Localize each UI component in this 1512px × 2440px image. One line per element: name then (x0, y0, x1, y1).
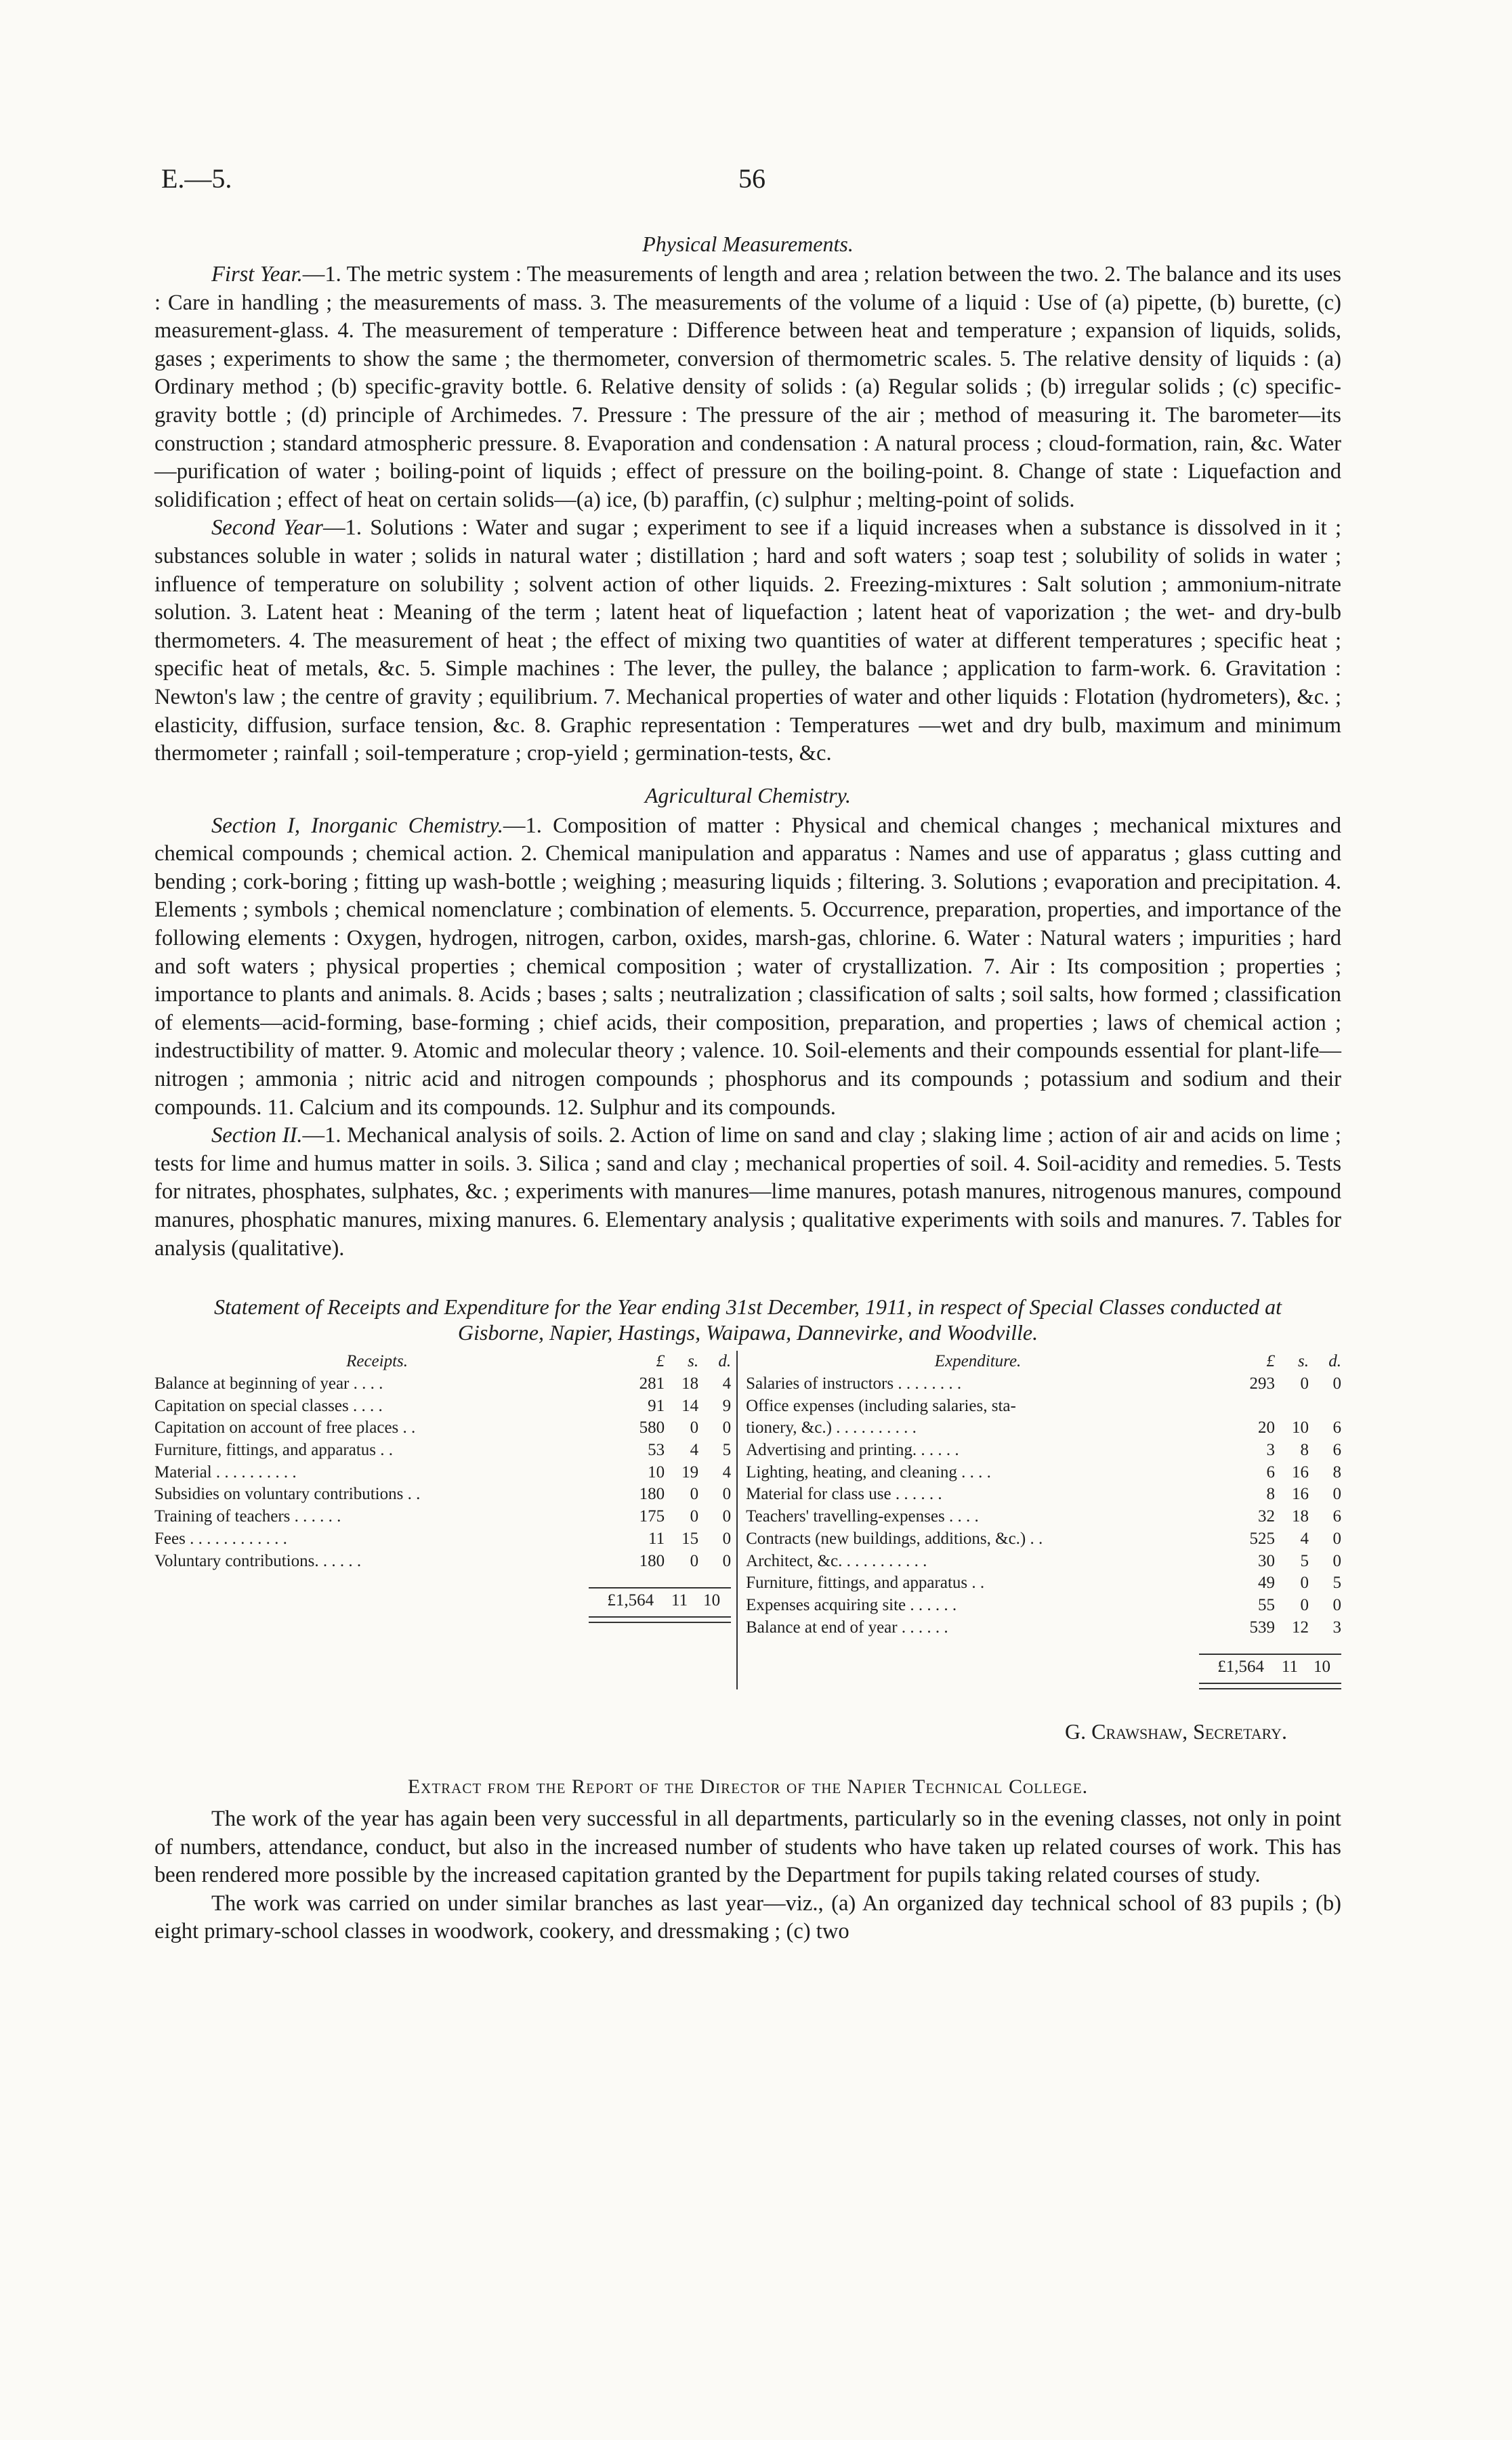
shillings-value: 14 (681, 1396, 699, 1415)
shillings-value: 18 (681, 1374, 699, 1393)
shillings-value: 16 (1292, 1463, 1309, 1481)
paragraph-section-1 (154, 812, 1341, 1122)
pence-value: 6 (1332, 1418, 1341, 1437)
expenditure-heading: Expenditure. (934, 1352, 1022, 1371)
pence-value: 4 (722, 1374, 732, 1393)
pounds-value: 10 (648, 1463, 665, 1481)
pence-value: 0 (1332, 1374, 1341, 1393)
shillings-value: 10 (1292, 1418, 1309, 1437)
document-page (154, 163, 1341, 1946)
expenditure-total: £1,564 11 10 (1199, 1654, 1341, 1679)
pence-value: 0 (1332, 1595, 1341, 1614)
table-row (746, 1551, 1341, 1573)
table-row (154, 1506, 731, 1528)
table-row (746, 1595, 1341, 1617)
row-label: Contracts (new buildings, additions, &c.) . . (746, 1529, 1043, 1548)
table-row (154, 1417, 731, 1439)
row-label: Furniture, fittings, and apparatus . . (746, 1574, 985, 1593)
pounds-value: 32 (1258, 1507, 1275, 1526)
page-header (154, 163, 1341, 217)
pence-value: 4 (722, 1463, 732, 1481)
row-label: Balance at end of year . . . . . . (746, 1618, 948, 1637)
row-label: Capitation on account of free places . . (154, 1418, 416, 1437)
row-amount (1199, 1506, 1341, 1528)
paragraph-lead: Second Year (211, 516, 323, 541)
pence-value: 0 (722, 1485, 732, 1504)
row-label: Material . . . . . . . . . . (154, 1463, 297, 1481)
pounds-value: 11 (648, 1529, 665, 1548)
shillings-value: 0 (690, 1485, 699, 1504)
row-label: Training of teachers . . . . . . (154, 1507, 341, 1526)
pounds-value: 175 (639, 1507, 665, 1526)
row-label: Balance at beginning of year . . . . (154, 1374, 383, 1393)
shillings-value: 5 (1300, 1551, 1309, 1570)
table-row (746, 1395, 1341, 1418)
row-label: Lighting, heating, and cleaning . . . . (746, 1463, 991, 1481)
pence-value: 8 (1332, 1463, 1341, 1481)
pounds-value: 539 (1249, 1618, 1275, 1637)
table-row (154, 1462, 731, 1484)
row-label: Office expenses (including salaries, sta- (746, 1396, 1016, 1415)
extract-title: Extract from the Report of the Director of the Napier Technical College. (407, 1775, 1089, 1799)
table-row (746, 1373, 1341, 1395)
pence-value: 0 (722, 1529, 732, 1548)
paragraph-text: —1. Solutions : Water and sugar ; experiment to see if a liquid increases when a substance is dissolved in it ; substances soluble in water ; solids in natural water ; distillation ; hard and soft waters ; soap test ; solubility of solids in water ; influence of temperature on solubility ; solvent action of other liquids. 2. Freezing-mixtures : Salt solution ; ammonium-nitrate solution. 3. Latent heat : Meaning of the term ; latent heat of liquefaction ; latent heat of vaporization ; the wet- and dry-bulb thermometers. 4. The measurement of heat ; the effect of mixing two quantities of water at different temperatures ; specific heat ; specific heat of metals, &c. 5. Simple machines : The lever, the pulley, the balance ; application to farm-work. 6. Gravitation : Newton's law ; the centre of gravity ; equilibrium. 7. Mechanical properties of water and other liquids : Flotation (hydrometers), &c. ; elasticity, diffusion, surface tension, &c. 8. Graphic representation : Temperatures —wet and dry bulb, maximum and minimum thermometer ; rainfall ; soil-temperature ; crop-yield ; germination-tests, &c. (154, 516, 1341, 766)
expenditure-column (738, 1351, 1341, 1689)
row-label: Subsidies on voluntary contributions . . (154, 1485, 421, 1504)
receipts-rows (154, 1373, 731, 1572)
table-row (154, 1528, 731, 1551)
row-label: Architect, &c. . . . . . . . . . . (746, 1551, 927, 1570)
receipts-column (154, 1351, 738, 1689)
paragraph-lead: First Year. (211, 262, 303, 287)
paragraph-section-2 (154, 1122, 1341, 1263)
row-label: Voluntary contributions. . . . . . (154, 1551, 362, 1570)
statement-table (154, 1351, 1341, 1689)
pounds-value: 180 (639, 1551, 665, 1570)
shillings-value: 8 (1300, 1441, 1309, 1459)
expenditure-rows (746, 1373, 1341, 1639)
row-amount (1199, 1551, 1341, 1573)
row-amount (589, 1373, 731, 1395)
paragraph-lead: Section I, Inorganic Chemistry. (211, 813, 503, 838)
row-amount (589, 1528, 731, 1551)
row-label: Capitation on special classes . . . . (154, 1396, 383, 1415)
pounds-value: 91 (648, 1396, 665, 1415)
row-amount (589, 1395, 731, 1418)
receipts-header (154, 1351, 731, 1373)
pence-value: 0 (722, 1418, 732, 1437)
pence-value: 9 (722, 1396, 732, 1415)
pence-value: 6 (1332, 1441, 1341, 1459)
pence-value: 0 (1332, 1485, 1341, 1504)
currency-units: £ s. d. (656, 1352, 732, 1371)
shillings-value: 0 (690, 1551, 699, 1570)
pence-value: 3 (1332, 1618, 1341, 1637)
shillings-value: 0 (1300, 1574, 1309, 1593)
paragraph-text: —1. The metric system : The measurements of length and area ; relation between the two. 2. The balance and its uses : Care in handling ; the measurements of mass. 3. The measurements of the volume of a liquid : Use of (a) pipette, (b) burette, (c) measurement-glass. 4. The measurement of temperature : Difference between heat and temperature ; expansion of liquids, solids, gases ; experiments to show the same ; the thermometer, conversion of thermometric scales. 5. The relative density of liquids : (a) Ordinary method ; (b) specific-gravity bottle. 6. Relative density of solids : (a) Regular solids ; (b) irregular solids ; (c) specific-gravity bottle ; (d) principle of Archimedes. 7. Pressure : The pressure of the air ; method of measuring it. The barometer—its construction ; standard atmospheric pressure. 8. Evaporation and condensation : A natural process ; cloud-formation, rain, &c. Water—purification of water ; boiling-point of liquids ; effect of pressure on the boiling-point. 8. Change of state : Liquefaction and solidification ; effect of heat on certain solids—(a) ice, (b) paraffin, (c) sulphur ; melting-point of solids. (154, 262, 1341, 512)
paragraph-text: —1. Mechanical analysis of soils. 2. Action of lime on sand and clay ; slaking lime ; action of air and acids on lime ; tests for lime and humus matter in soils. 3. Silica ; sand and clay ; mechanical properties of soil. 4. Soil-acidity and remedies. 5. Tests for nitrates, phosphates, sulphates, &c. ; experiments with manures—lime manures, potash manures, nitrogenous manures, compound manures, phosphatic manures, mixing manures. 6. Elementary analysis ; qualitative experiments with soils and manures. 7. Tables for analysis (qualitative). (154, 1123, 1341, 1261)
table-row (746, 1484, 1341, 1506)
row-amount (1199, 1462, 1341, 1484)
row-amount (1199, 1395, 1341, 1418)
section-heading-physical: Physical Measurements. (642, 232, 854, 256)
row-amount (1199, 1373, 1341, 1395)
row-amount (589, 1417, 731, 1439)
row-amount (589, 1506, 731, 1528)
shillings-value: 15 (681, 1529, 699, 1548)
paragraph-lead: Section II. (211, 1123, 303, 1148)
row-label: Material for class use . . . . . . (746, 1485, 942, 1504)
signature: G. Crawshaw, Secretary. (1065, 1719, 1287, 1744)
shillings-value: 4 (690, 1441, 699, 1459)
pounds-value: 580 (639, 1418, 665, 1437)
paragraph-second-year (154, 514, 1341, 767)
shillings-value: 16 (1292, 1485, 1309, 1504)
row-label: Fees . . . . . . . . . . . . (154, 1529, 287, 1548)
shillings-value (1275, 1395, 1309, 1418)
pounds-value (1210, 1395, 1275, 1418)
pounds-value: 8 (1266, 1485, 1275, 1504)
table-row (746, 1572, 1341, 1595)
shillings-value: 12 (1292, 1618, 1309, 1637)
receipts-heading: Receipts. (346, 1352, 408, 1371)
table-row (746, 1462, 1341, 1484)
pence-value: 0 (722, 1507, 732, 1526)
pounds-value: 6 (1266, 1463, 1275, 1481)
table-row (154, 1439, 731, 1462)
pence-value: 0 (1332, 1551, 1341, 1570)
shillings-value: 0 (690, 1418, 699, 1437)
shillings-value: 0 (1300, 1374, 1309, 1393)
pence-value: 0 (722, 1551, 732, 1570)
row-amount (1199, 1484, 1341, 1506)
row-label: Advertising and printing. . . . . . (746, 1441, 959, 1459)
table-row (154, 1551, 731, 1573)
pence-value: 5 (1332, 1574, 1341, 1593)
table-row (746, 1506, 1341, 1528)
shillings-value: 18 (1292, 1507, 1309, 1526)
shillings-value: 19 (681, 1463, 699, 1481)
row-amount (1199, 1439, 1341, 1462)
paragraph-extract-1: The work of the year has again been very successful in all departments, particularly so in the evening classes, not only in point of numbers, attendance, conduct, but also in the increased number of students who have taken up related courses of work. This has been rendered more possible by the increased capitation granted by the Department for pupils taking related courses of study. (154, 1807, 1341, 1888)
pence-value: 6 (1332, 1507, 1341, 1526)
expenditure-header (746, 1351, 1341, 1373)
pounds-value: 3 (1266, 1441, 1275, 1459)
row-amount (1199, 1595, 1341, 1617)
paragraph-text: —1. Composition of matter : Physical and chemical changes ; mechanical mixtures and chemical compounds ; chemical action. 2. Chemical manipulation and apparatus : Names and use of apparatus ; glass cutting and bending ; cork-boring ; fitting up wash-bottle ; weighing ; measuring liquids ; filtering. 3. Solutions ; evaporation and precipitation. 4. Elements ; symbols ; chemical nomenclature ; combination of elements. 5. Occurrence, preparation, properties, and importance of the following elements : Oxygen, hydrogen, nitrogen, carbon, oxides, marsh-gas, chlorine. 6. Water : Natural waters ; impurities ; hard and soft waters ; physical properties ; chemical composition ; water of crystallization. 7. Air : Its composition ; properties ; importance to plants and animals. 8. Acids ; bases ; salts ; neutralization ; classification of salts ; soil salts, how formed ; classification of elements—acid-forming, base-forming ; chief acids, their composition, preparation, and properties ; laws of chemical action ; indestructibility of matter. 9. Atomic and molecular theory ; valence. 10. Soil-elements and their compounds essential for plant-life—nitrogen ; ammonia ; nitric acid and nitrogen compounds ; phosphorus and its compounds ; potassium and sodium and their compounds. 11. Calcium and its compounds. 12. Sulphur and its compounds. (154, 813, 1341, 1120)
pounds-value: 281 (639, 1374, 665, 1393)
row-label: tionery, &c.) . . . . . . . . . . (746, 1418, 917, 1437)
row-amount (1199, 1417, 1341, 1439)
row-amount (1199, 1528, 1341, 1551)
table-row (154, 1373, 731, 1395)
pounds-value: 180 (639, 1485, 665, 1504)
paragraph-extract-2: The work was carried on under similar branches as last year—viz., (a) An organized day technical school of 83 pupils ; (b) eight primary-school classes in woodwork, cookery, and dressmaking ; (c) two (154, 1891, 1341, 1944)
pounds-value: 49 (1258, 1574, 1275, 1593)
pounds-value: 20 (1258, 1418, 1275, 1437)
row-label: Furniture, fittings, and apparatus . . (154, 1441, 394, 1459)
double-rule (589, 1616, 731, 1623)
row-amount (589, 1439, 731, 1462)
pounds-value: 53 (648, 1441, 665, 1459)
section-heading-agricultural: Agricultural Chemistry. (645, 782, 851, 807)
table-row (154, 1395, 731, 1418)
row-label: Teachers' travelling-expenses . . . . (746, 1507, 979, 1526)
pence-value: 0 (1332, 1529, 1341, 1548)
row-label: Expenses acquiring site . . . . . . (746, 1595, 957, 1614)
report-code: E.—5. (161, 163, 232, 194)
pence-value (1309, 1395, 1341, 1418)
table-row (746, 1439, 1341, 1462)
pounds-value: 30 (1258, 1551, 1275, 1570)
row-amount (1199, 1572, 1341, 1595)
table-row (746, 1417, 1341, 1439)
table-row (154, 1484, 731, 1506)
row-amount (1199, 1617, 1341, 1639)
pounds-value: 293 (1249, 1374, 1275, 1393)
row-amount (589, 1484, 731, 1506)
pounds-value: 55 (1258, 1595, 1275, 1614)
row-amount (589, 1551, 731, 1573)
row-label: Salaries of instructors . . . . . . . . (746, 1374, 962, 1393)
double-rule (1199, 1683, 1341, 1689)
pounds-value: 525 (1249, 1529, 1275, 1548)
receipts-total: £1,564 11 10 (589, 1587, 731, 1612)
shillings-value: 0 (1300, 1595, 1309, 1614)
table-row (746, 1528, 1341, 1551)
shillings-value: 0 (690, 1507, 699, 1526)
currency-units: £ s. d. (1266, 1352, 1341, 1371)
page-number: 56 (738, 163, 765, 194)
row-amount (589, 1462, 731, 1484)
statement-title: Statement of Receipts and Expenditure for the Year ending 31st December, 1911, in respect of Special Classes conducted at Gisborne, Napier, Hastings, Waipawa, Dannevirke, and Woodville. (214, 1295, 1282, 1345)
shillings-value: 4 (1300, 1529, 1309, 1548)
pence-value: 5 (722, 1441, 732, 1459)
table-row (746, 1617, 1341, 1639)
paragraph-first-year (154, 261, 1341, 514)
